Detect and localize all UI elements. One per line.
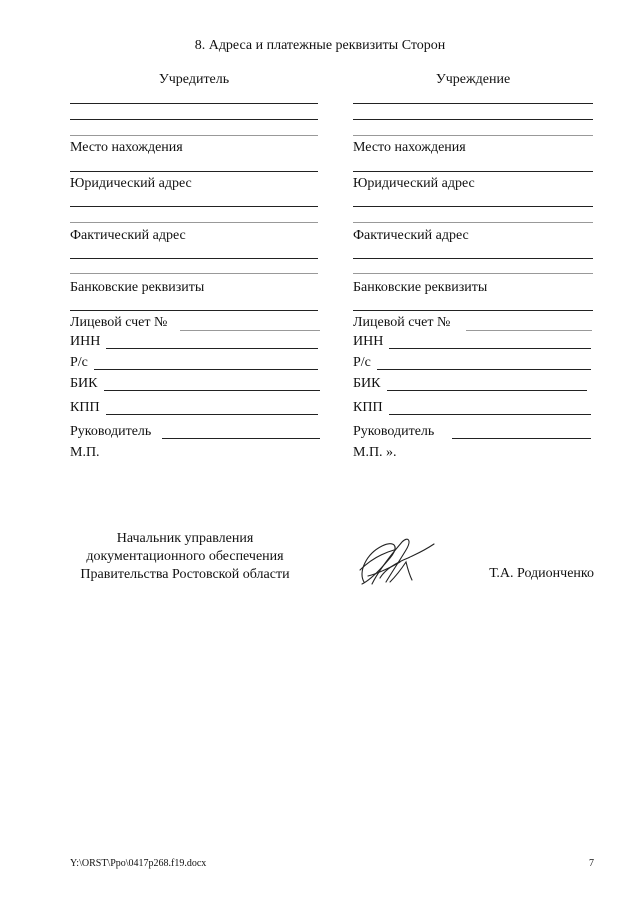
signatory-title-line-1: Начальник управления xyxy=(116,531,254,546)
right-column-header: Учреждение xyxy=(435,72,511,87)
right-bank-details-label: Банковские реквизиты xyxy=(353,280,488,295)
left-blank-line-3[interactable] xyxy=(70,135,318,136)
footer-file-path: Y:\ORST\Ppo\0417p268.f19.docx xyxy=(70,858,207,869)
right-legal-address-line-2[interactable] xyxy=(353,222,593,223)
left-account-label: Лицевой счет № xyxy=(70,315,168,330)
left-actual-address-line-1[interactable] xyxy=(70,258,318,259)
left-mp-label: М.П. xyxy=(70,445,100,460)
left-bank-details-label: Банковские реквизиты xyxy=(70,280,205,295)
left-bank-details-line[interactable] xyxy=(70,310,318,311)
right-head-label: Руководитель xyxy=(353,424,435,439)
right-kpp-label: КПП xyxy=(353,400,383,415)
right-bank-details-line[interactable] xyxy=(353,310,593,311)
left-inn-field[interactable] xyxy=(106,348,318,349)
left-actual-address-line-2[interactable] xyxy=(70,273,318,274)
left-blank-line-2[interactable] xyxy=(70,119,318,120)
left-head-field[interactable] xyxy=(162,438,320,439)
right-legal-address-label: Юридический адрес xyxy=(353,176,475,191)
left-rs-field[interactable] xyxy=(94,369,318,370)
right-account-field[interactable] xyxy=(466,330,592,331)
page-number: 7 xyxy=(589,858,594,869)
right-blank-line-2[interactable] xyxy=(353,119,593,120)
right-actual-address-line-1[interactable] xyxy=(353,258,593,259)
right-account-label: Лицевой счет № xyxy=(353,315,451,330)
right-location-label: Место нахождения xyxy=(353,140,466,155)
right-rs-field[interactable] xyxy=(377,369,591,370)
signatory-title-line-2: документационного обеспечения xyxy=(86,549,284,564)
left-kpp-label: КПП xyxy=(70,400,100,415)
right-inn-label: ИНН xyxy=(353,334,384,349)
right-rs-label: Р/с xyxy=(353,355,371,370)
left-location-line[interactable] xyxy=(70,171,318,172)
right-blank-line-3[interactable] xyxy=(353,135,593,136)
signatory-title xyxy=(60,530,310,584)
signatory-title-line-3: Правительства Ростовской области xyxy=(80,567,290,582)
right-bik-field[interactable] xyxy=(387,390,587,391)
section-title: 8. Адреса и платежные реквизиты Сторон xyxy=(194,38,446,53)
right-mp-label: М.П. ». xyxy=(353,445,397,460)
right-actual-address-line-2[interactable] xyxy=(353,273,593,274)
left-bik-field[interactable] xyxy=(104,390,320,391)
handwritten-signature xyxy=(350,532,440,590)
left-legal-address-label: Юридический адрес xyxy=(70,176,192,191)
right-legal-address-line-1[interactable] xyxy=(353,206,593,207)
left-kpp-field[interactable] xyxy=(106,414,318,415)
left-rs-label: Р/с xyxy=(70,355,88,370)
right-inn-field[interactable] xyxy=(389,348,591,349)
right-actual-address-label: Фактический адрес xyxy=(353,228,469,243)
left-location-label: Место нахождения xyxy=(70,140,183,155)
left-inn-label: ИНН xyxy=(70,334,101,349)
left-legal-address-line-2[interactable] xyxy=(70,222,318,223)
left-account-field[interactable] xyxy=(180,330,320,331)
left-legal-address-line-1[interactable] xyxy=(70,206,318,207)
right-kpp-field[interactable] xyxy=(389,414,591,415)
left-blank-line-1[interactable] xyxy=(70,103,318,104)
left-head-label: Руководитель xyxy=(70,424,152,439)
left-bik-label: БИК xyxy=(70,376,98,391)
right-location-line[interactable] xyxy=(353,171,593,172)
left-column-header: Учредитель xyxy=(158,72,230,87)
right-bik-label: БИК xyxy=(353,376,381,391)
right-blank-line-1[interactable] xyxy=(353,103,593,104)
signatory-name: Т.А. Родионченко xyxy=(489,566,594,581)
left-actual-address-label: Фактический адрес xyxy=(70,228,186,243)
right-head-field[interactable] xyxy=(452,438,591,439)
